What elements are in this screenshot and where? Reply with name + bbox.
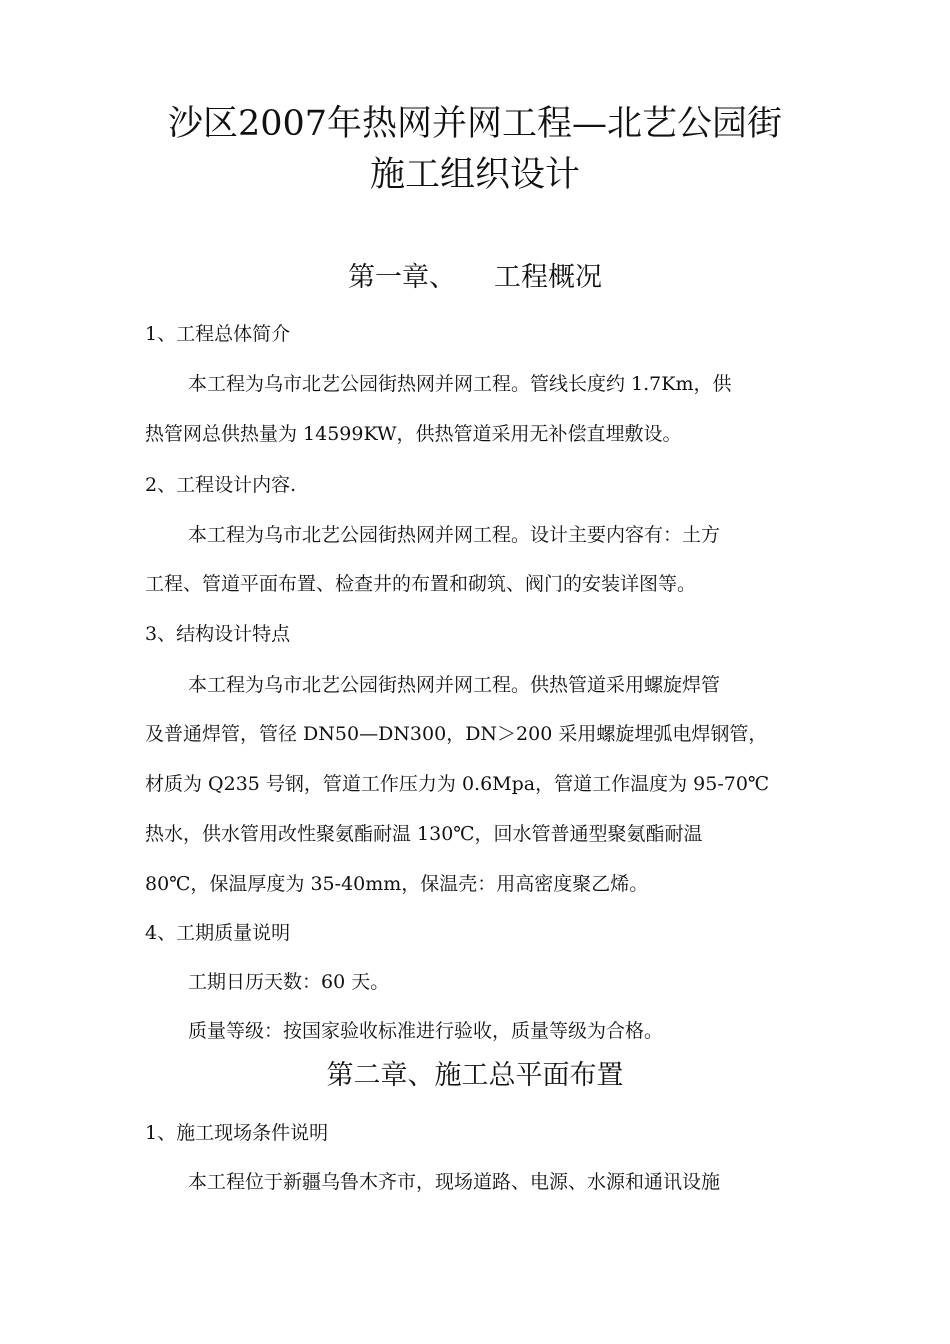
paragraph-line: 热管网总供热量为 14599KW，供热管道采用无补偿直埋敷设。 [145, 423, 682, 445]
paragraph-line: 材质为 Q235 号钢，管道工作压力为 0.6Mpa，管道工作温度为 95-70℃ [145, 773, 770, 795]
paragraph-line: 本工程为乌市北艺公园街热网并网工程。供热管道采用螺旋焊管 [188, 674, 721, 696]
paragraph-line: 及普通焊管，管径 DN50—DN300，DN＞200 采用螺旋埋弧电焊钢管， [145, 723, 768, 745]
paragraph-line: 热水，供水管用改性聚氨酯耐温 130℃，回水管普通型聚氨酯耐温 [145, 823, 703, 845]
paragraph-line: 质量等级：按国家验收标准进行验收，质量等级为合格。 [188, 1020, 664, 1042]
chapter-1-number: 第一章、 [348, 262, 456, 293]
paragraph-line: 80℃，保温厚度为 35-40mm，保温壳：用高密度聚乙烯。 [145, 873, 649, 895]
chapter-1-heading [0, 264, 950, 291]
document-title-line-2: 施工组织设计 [369, 155, 580, 195]
section-heading-site-conditions: 1、施工现场条件说明 [145, 1122, 329, 1144]
paragraph-line: 工程、管道平面布置、检查井的布置和砌筑、阀门的安装详图等。 [145, 573, 697, 595]
section-heading-schedule-quality: 4、工期质量说明 [145, 922, 291, 944]
paragraph-line: 本工程位于新疆乌鲁木齐市，现场道路、电源、水源和通讯设施 [188, 1171, 721, 1193]
chapter-1-title: 工程概况 [494, 262, 602, 293]
paragraph-line: 本工程为乌市北艺公园街热网并网工程。设计主要内容有：土方 [188, 524, 721, 546]
section-heading-overview: 1、工程总体简介 [145, 323, 291, 345]
section-heading-structure: 3、结构设计特点 [145, 623, 291, 645]
chapter-2-heading: 第二章、施工总平面布置 [326, 1060, 624, 1091]
section-heading-design-content: 2、工程设计内容. [145, 474, 297, 496]
paragraph-line: 本工程为乌市北艺公园街热网并网工程。管线长度约 1.7Km，供 [188, 373, 732, 395]
paragraph-line: 工期日历天数：60 天。 [188, 971, 390, 993]
document-title-line-1: 沙区2007年热网并网工程—北艺公园街 [167, 104, 783, 144]
